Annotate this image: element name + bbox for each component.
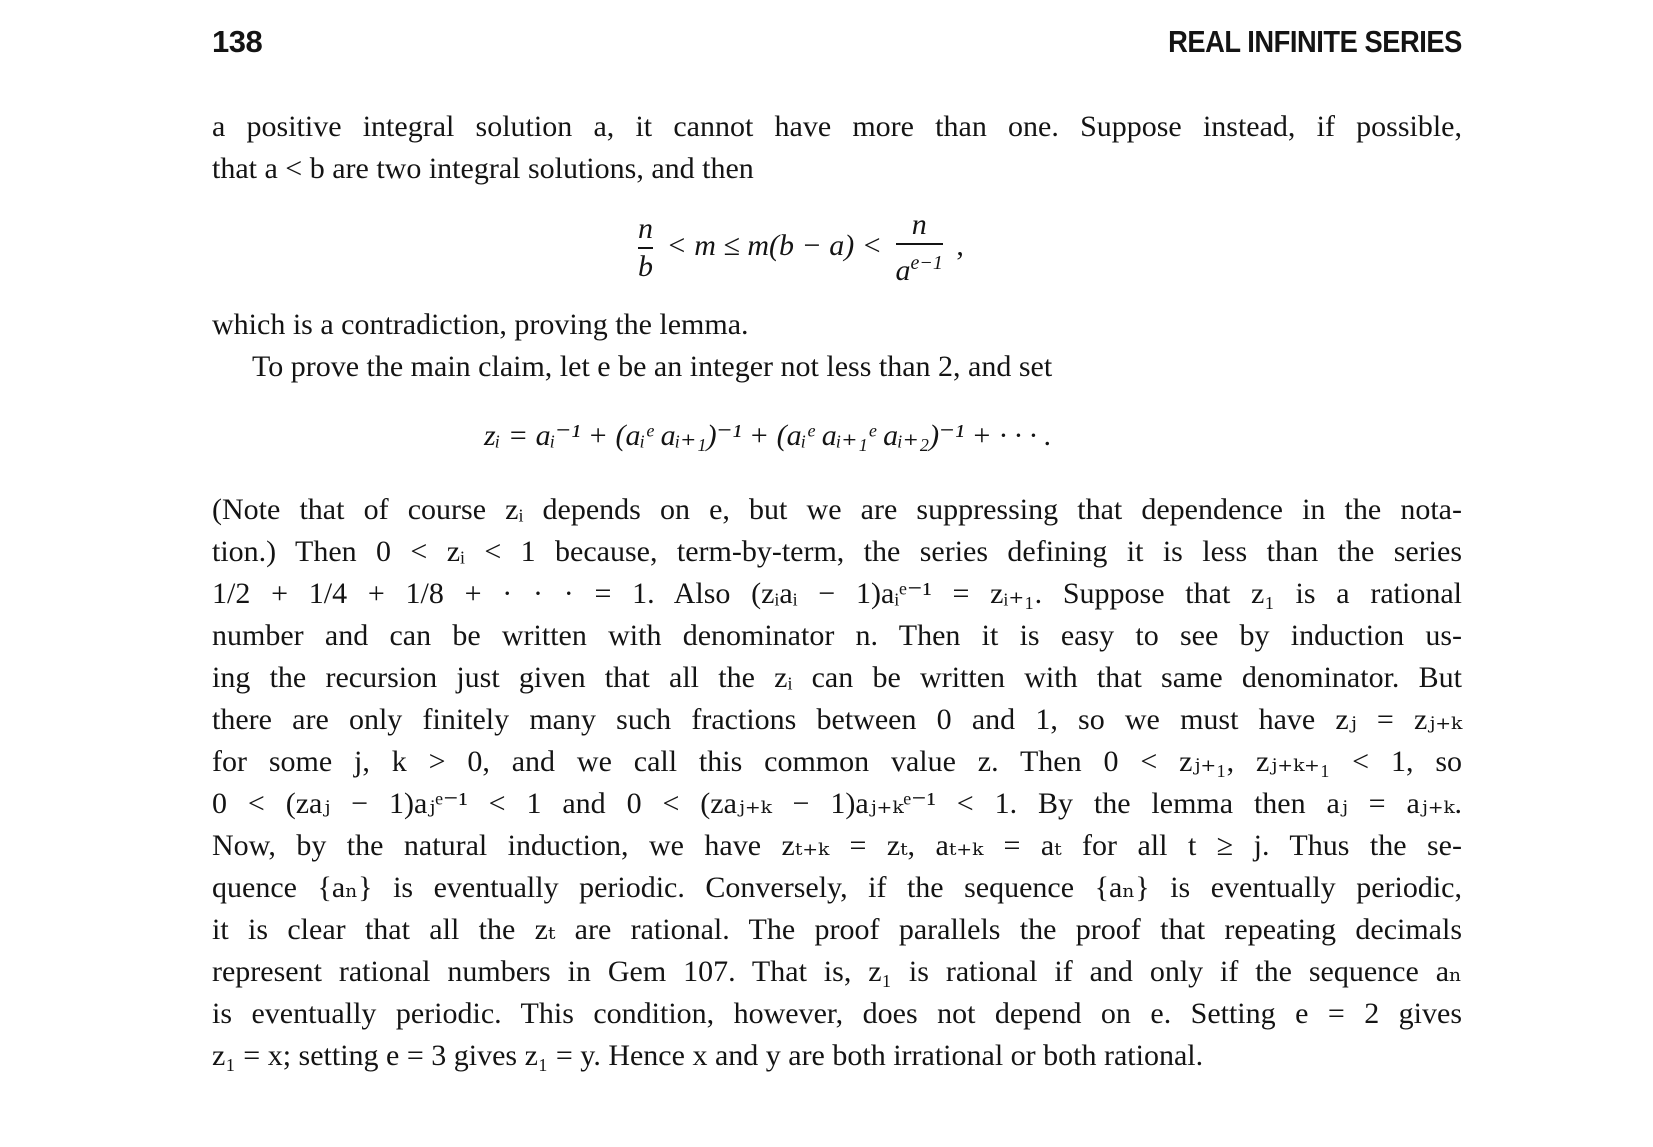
text-line: To prove the main claim, let e be an integer not less than 2, and set xyxy=(252,350,1053,383)
text-line: that a < b are two integral solutions, and then xyxy=(212,152,754,185)
text-line: ing the recursion just given that all the zᵢ can be written with that same denominator. But xyxy=(212,661,1462,694)
fraction-n-over-b: $\frac{n}{b}$ xyxy=(638,212,653,283)
equation-middle: < m ≤ m(b − a) < xyxy=(666,228,883,262)
display-equation-series: zᵢ = aᵢ⁻¹ + (aᵢᵉ aᵢ₊₁)⁻¹ + (aᵢᵉ aᵢ₊₁ᵉ aᵢ₊₂)⁻¹ + · · · . xyxy=(484,419,1052,452)
text-line: a positive integral solution a, it cannot have more than one. Suppose instead, if possible, xyxy=(212,110,1462,143)
page-number: 138 xyxy=(212,24,263,59)
text-line: for some j, k > 0, and we call this common value z. Then 0 < zⱼ₊₁, zⱼ₊ₖ₊₁ < 1, so xyxy=(212,745,1462,778)
text-line: number and can be written with denominator n. Then it is easy to see by induction us- xyxy=(212,619,1462,652)
text-line: 1/2 + 1/4 + 1/8 + · · · = 1. Also (zᵢaᵢ − 1)aᵢᵉ⁻¹ = zᵢ₊₁. Suppose that z₁ is a rational xyxy=(212,577,1462,610)
text-line: tion.) Then 0 < zᵢ < 1 because, term-by-term, the series defining it is less than the series xyxy=(212,535,1462,568)
fraction-n-over-a-power: $\frac{n}{a^{e-1}}$ xyxy=(895,208,943,287)
text-line: which is a contradiction, proving the lemma. xyxy=(212,308,749,341)
text-line: quence {aₙ} is eventually periodic. Conversely, if the sequence {aₙ} is eventually periodic, xyxy=(212,871,1462,904)
text-line: z₁ = x; setting e = 3 gives z₁ = y. Hence x and y are both irrational or both rational. xyxy=(212,1039,1204,1072)
text-line: (Note that of course zᵢ depends on e, but we are suppressing that dependence in the nota- xyxy=(212,493,1462,526)
text-line: 0 < (zaⱼ − 1)aⱼᵉ⁻¹ < 1 and 0 < (zaⱼ₊ₖ − 1)aⱼ₊ₖᵉ⁻¹ < 1. By the lemma then aⱼ = aⱼ₊ₖ. xyxy=(212,787,1462,820)
running-head: REAL INFINITE SERIES xyxy=(1168,24,1462,59)
text-line: there are only finitely many such fractions between 0 and 1, so we must have zⱼ = zⱼ₊ₖ xyxy=(212,703,1462,736)
text-line: is eventually periodic. This condition, however, does not depend on e. Setting e = 2 gives xyxy=(212,997,1462,1030)
text-line: it is clear that all the zₜ are rational. The proof parallels the proof that repeating decimals xyxy=(212,913,1462,946)
display-equation-inequality: $\frac{n}{b}$ < m ≤ m(b − a) < $\frac{n}{a^{e-1}}$ , xyxy=(638,208,964,287)
text-line: represent rational numbers in Gem 107. That is, z₁ is rational if and only if the sequence aₙ xyxy=(212,955,1462,988)
text-line: Now, by the natural induction, we have zₜ₊ₖ = zₜ, aₜ₊ₖ = aₜ for all t ≥ j. Thus the se- xyxy=(212,829,1462,862)
page-header xyxy=(212,22,1462,72)
